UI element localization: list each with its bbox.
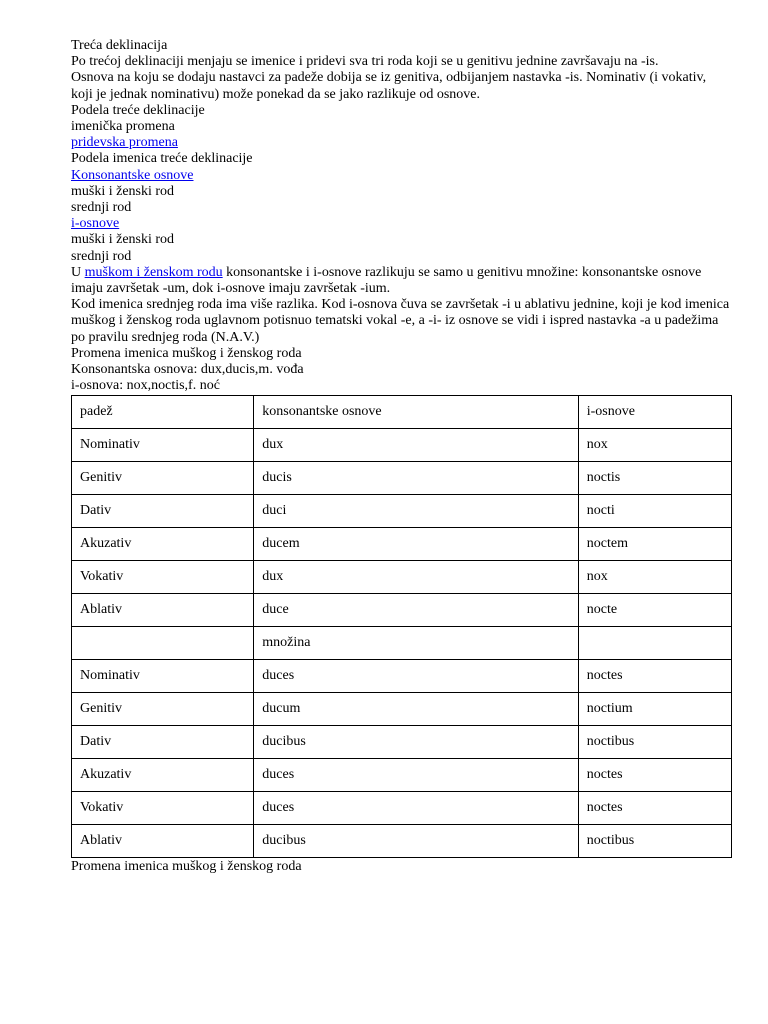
adjectival-declension-link[interactable]: pridevska promena: [71, 135, 178, 151]
table-row: [72, 462, 732, 495]
footer-heading: Promena imenica muškog i ženskog roda: [71, 859, 302, 875]
consonant-masc-fem-item: muški i ženski rod: [71, 183, 175, 199]
paragraph-rest: konsonantske i i-osnove razlikuju se samo u genitivu množine: konsonantske osnove imaju završetak -um, dok i-osnove imaju završetak -ium.: [71, 264, 702, 297]
case-cell: Akuzativ: [72, 528, 254, 561]
case-cell: Ablativ: [72, 825, 254, 858]
intro-paragraph: Po trećoj deklinaciji menjaju se imenice i pridevi sva tri roda koji se u genitivu jednine završavaju na -is.: [71, 54, 659, 70]
i-stem-form-cell: nox: [578, 561, 731, 594]
i-stem-form-cell: noctium: [578, 693, 731, 726]
case-cell: [72, 627, 254, 660]
stem-paragraph: Osnova na koju se dodaju nastavci za padeže dobija se iz genitiva, odbijanjem nastavka -is. Nominativ (i vokativ, koji je jednak nominativu) može ponekad da se jako razlikuje od osnove.: [71, 70, 707, 102]
consonant-form-cell: duces: [254, 792, 578, 825]
consonant-form-cell: duce: [254, 594, 578, 627]
noun-division-heading: Podela imenica treće deklinacije: [71, 151, 253, 167]
i-stem-form-cell: nocte: [578, 594, 731, 627]
genitive-plural-paragraph: [71, 265, 731, 297]
division-heading: Podela treće deklinacije: [71, 102, 205, 118]
table-row: [72, 693, 732, 726]
consonant-form-cell: ducibus: [254, 825, 578, 858]
i-stems-link[interactable]: i-osnove: [71, 216, 120, 232]
case-cell: Ablativ: [72, 594, 254, 627]
consonant-neuter-item: srednji rod: [71, 200, 132, 216]
case-cell: Genitiv: [72, 693, 254, 726]
masc-fem-gender-link[interactable]: muškom i ženskom rodu: [84, 264, 223, 280]
header-i-stems: i-osnove: [578, 396, 731, 429]
table-row: [72, 429, 732, 462]
table-header-row: [72, 396, 732, 429]
declension-heading: Promena imenica muškog i ženskog roda: [71, 345, 302, 361]
table-row: [72, 594, 732, 627]
document-body: [71, 38, 731, 876]
i-stem-form-cell: noctem: [578, 528, 731, 561]
consonant-form-cell: duci: [254, 495, 578, 528]
consonant-form-cell: ducibus: [254, 726, 578, 759]
case-cell: Dativ: [72, 726, 254, 759]
case-cell: Akuzativ: [72, 759, 254, 792]
header-case: padež: [72, 396, 254, 429]
consonant-form-cell: ducem: [254, 528, 578, 561]
i-stem-form-cell: [578, 627, 731, 660]
i-stem-example: i-osnova: nox,noctis,f. noć: [71, 378, 220, 394]
consonant-form-cell: ducum: [254, 693, 578, 726]
table-row: [72, 759, 732, 792]
neuter-paragraph: Kod imenica srednjeg roda ima više razlika. Kod i-osnova čuva se završetak -i u ablativu jednine, koji je kod imenica muškog i ženskog roda uglavnom potisnuo tematski vokal -e, a -i- iz osnove se vidi i ispred nastavka -a u padežima po pravilu srednjeg roda (N.A.V.): [71, 297, 730, 345]
i-stem-form-cell: nocti: [578, 495, 731, 528]
i-stem-masc-fem-item: muški i ženski rod: [71, 232, 175, 248]
paragraph-prefix: U: [71, 264, 85, 280]
table-row: [72, 726, 732, 759]
i-stem-form-cell: noctibus: [578, 726, 731, 759]
case-cell: Vokativ: [72, 792, 254, 825]
table-row: [72, 660, 732, 693]
i-stem-form-cell: noctibus: [578, 825, 731, 858]
i-stem-form-cell: nox: [578, 429, 731, 462]
table-row: [72, 495, 732, 528]
table-row: [72, 825, 732, 858]
consonant-form-cell: dux: [254, 561, 578, 594]
consonant-stems-link[interactable]: Konsonantske osnove: [71, 167, 194, 183]
consonant-form-cell: duces: [254, 660, 578, 693]
consonant-form-cell: ducis: [254, 462, 578, 495]
declension-table: [71, 395, 732, 858]
header-consonant-stems: konsonantske osnove: [254, 396, 578, 429]
document-title: Treća deklinacija: [71, 38, 168, 53]
table-row: [72, 792, 732, 825]
case-cell: Nominativ: [72, 660, 254, 693]
table-row: [72, 561, 732, 594]
table-row: [72, 528, 732, 561]
i-stem-form-cell: noctis: [578, 462, 731, 495]
case-cell: Dativ: [72, 495, 254, 528]
case-cell: Nominativ: [72, 429, 254, 462]
i-stem-form-cell: noctes: [578, 792, 731, 825]
i-stem-neuter-item: srednji rod: [71, 248, 132, 264]
case-cell: Vokativ: [72, 561, 254, 594]
i-stem-form-cell: noctes: [578, 660, 731, 693]
consonant-form-cell: množina: [254, 627, 578, 660]
consonant-example: Konsonantska osnova: dux,ducis,m. vođa: [71, 362, 304, 378]
nominal-declension-item: imenička promena: [71, 119, 175, 135]
consonant-form-cell: dux: [254, 429, 578, 462]
consonant-form-cell: duces: [254, 759, 578, 792]
table-row: [72, 627, 732, 660]
case-cell: Genitiv: [72, 462, 254, 495]
i-stem-form-cell: noctes: [578, 759, 731, 792]
